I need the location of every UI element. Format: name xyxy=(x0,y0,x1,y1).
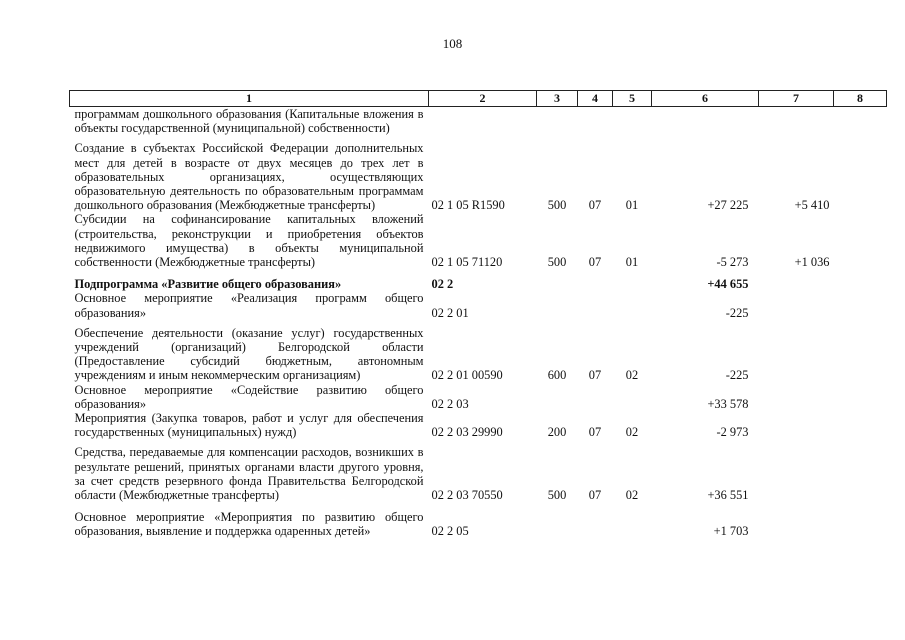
row-col-3 xyxy=(537,502,578,538)
row-description: Основное мероприятие «Мероприятия по развитию общего образования, выявление и поддержка одаренных детей» xyxy=(74,510,424,539)
table-row xyxy=(70,411,887,439)
row-code: 02 2 01 00590 xyxy=(431,368,503,383)
row-code: 02 2 03 70550 xyxy=(431,488,503,503)
row-col-6: +1 703 xyxy=(713,524,749,539)
row-col-8 xyxy=(834,291,887,319)
row-description: Субсидии на софинансирование капитальных вложений (строительства, реконструкции и приобретения объектов недвижимого имущества) в объекты муниципальной собственности (Межбюджетные трансферты) xyxy=(74,212,424,270)
row-col-6: -5 273 xyxy=(716,255,749,270)
row-description: Основное мероприятие «Содействие развитию общего образования» xyxy=(74,382,424,411)
row-description: Создание в субъектах Российской Федерации дополнительных мест для детей в возрасте от двух месяцев до трех лет в образовательных организациях, осуществляющих образовательную деятельность по образовательным программам дошкольного образования (Межбюджетные трансферты) xyxy=(74,141,424,213)
header-col-1: 1 xyxy=(70,91,429,107)
budget-table xyxy=(69,90,887,539)
row-col-3: 500 xyxy=(547,488,567,503)
row-description: Средства, передаваемые для компенсации расходов, возникших в результате решений, принятых органами власти другого уровня, за счет средств резервного фонда Правительства Белгородской области (Межбюджетные трансферты) xyxy=(74,445,424,503)
row-code: 02 1 05 71120 xyxy=(431,255,503,270)
row-col-7 xyxy=(759,439,834,502)
header-col-6: 6 xyxy=(652,91,759,107)
row-col-6: +27 225 xyxy=(707,198,749,213)
table-row xyxy=(70,383,887,411)
row-col-8 xyxy=(834,320,887,383)
row-description: Мероприятия (Закупка товаров, работ и услуг для обеспечения государственных (муниципальных) нужд) xyxy=(74,411,424,440)
row-col-5: 01 xyxy=(625,198,639,213)
row-code: 02 2 03 29990 xyxy=(431,425,503,440)
row-col-7: +1 036 xyxy=(794,255,830,270)
row-col-7 xyxy=(759,320,834,383)
table-row xyxy=(70,291,887,319)
row-col-8 xyxy=(834,439,887,502)
row-col-4: 07 xyxy=(588,368,602,383)
row-col-6: -225 xyxy=(725,368,749,383)
row-col-3 xyxy=(537,107,578,136)
table-row xyxy=(70,107,887,136)
table-row xyxy=(70,439,887,502)
row-col-7 xyxy=(759,291,834,319)
header-col-4: 4 xyxy=(578,91,613,107)
row-col-5 xyxy=(613,107,652,136)
row-col-6: +36 551 xyxy=(707,488,749,503)
row-col-8 xyxy=(834,269,887,291)
header-col-5: 5 xyxy=(613,91,652,107)
subprogram-row xyxy=(70,269,887,291)
row-col-5: 02 xyxy=(625,425,639,440)
row-col-8 xyxy=(834,212,887,269)
table-row xyxy=(70,320,887,383)
row-code: 02 2 03 xyxy=(431,396,469,411)
row-col-8 xyxy=(834,502,887,538)
row-col-7 xyxy=(759,411,834,439)
row-col-6 xyxy=(652,107,759,136)
row-col-7: +5 410 xyxy=(794,198,830,213)
table-header-row xyxy=(70,91,887,107)
row-col-5 xyxy=(613,291,652,319)
row-col-3: 600 xyxy=(547,368,567,383)
row-col-4: 07 xyxy=(588,255,602,270)
row-col-5: 02 xyxy=(625,368,639,383)
table-row xyxy=(70,502,887,538)
row-code: 02 2 05 xyxy=(431,524,469,539)
row-col-4 xyxy=(578,107,613,136)
row-col-6: -2 973 xyxy=(716,425,749,440)
row-col-3: 500 xyxy=(547,198,567,213)
row-col-8 xyxy=(834,107,887,136)
row-col-4 xyxy=(578,502,613,538)
row-col-8 xyxy=(834,411,887,439)
row-col-3: 500 xyxy=(547,255,567,270)
header-col-3: 3 xyxy=(537,91,578,107)
row-col-4 xyxy=(578,269,613,291)
row-code: 02 2 xyxy=(431,277,454,292)
row-col-5 xyxy=(613,383,652,411)
row-col-4 xyxy=(578,291,613,319)
row-code: 02 2 01 xyxy=(431,305,469,320)
row-col-7 xyxy=(759,383,834,411)
row-description: Подпрограмма «Развитие общего образования» xyxy=(74,277,342,292)
header-col-8: 8 xyxy=(834,91,887,107)
row-col-4: 07 xyxy=(588,425,602,440)
row-description: Основное мероприятие «Реализация программ общего образования» xyxy=(74,291,424,320)
header-col-2: 2 xyxy=(429,91,537,107)
row-code: 02 1 05 R1590 xyxy=(431,198,505,213)
row-col-7 xyxy=(759,269,834,291)
row-col-3 xyxy=(537,383,578,411)
row-col-5: 02 xyxy=(625,488,639,503)
row-col-3 xyxy=(537,269,578,291)
row-description: программам дошкольного образования (Капитальные вложения в объекты государственной (муниципальной) собственности) xyxy=(74,107,424,136)
row-col-3 xyxy=(537,291,578,319)
row-col-8 xyxy=(834,135,887,212)
row-col-4: 07 xyxy=(588,198,602,213)
row-col-7 xyxy=(759,107,834,136)
row-col-6: +44 655 xyxy=(707,277,749,292)
table-row xyxy=(70,212,887,269)
row-description: Обеспечение деятельности (оказание услуг) государственных учреждений (организаций) Белгородской области (Предоставление субсидий бюджетным, автономным учреждениям и иным некоммерческим организациям) xyxy=(74,325,424,383)
row-col-3: 200 xyxy=(547,425,567,440)
row-code xyxy=(429,107,537,136)
row-col-5: 01 xyxy=(625,255,639,270)
header-col-7: 7 xyxy=(759,91,834,107)
row-col-4 xyxy=(578,383,613,411)
row-col-6: +33 578 xyxy=(707,396,749,411)
row-col-8 xyxy=(834,383,887,411)
row-col-7 xyxy=(759,502,834,538)
row-col-5 xyxy=(613,269,652,291)
table-row xyxy=(70,135,887,212)
row-col-6: -225 xyxy=(725,305,749,320)
row-col-5 xyxy=(613,502,652,538)
row-col-4: 07 xyxy=(588,488,602,503)
page-number: 108 xyxy=(442,36,463,51)
